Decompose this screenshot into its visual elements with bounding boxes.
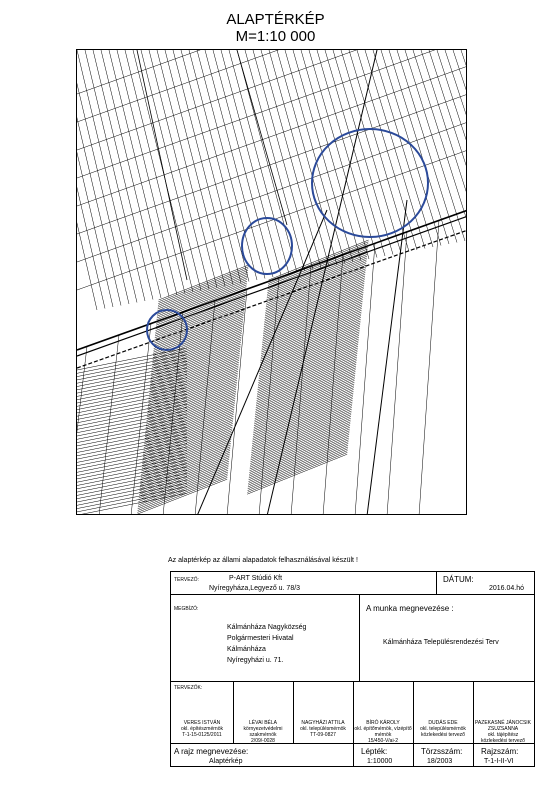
title-block <box>170 571 535 767</box>
designer-role: környezetvédelmi szakmérnök <box>243 726 283 738</box>
parcel-line <box>77 398 187 420</box>
parcel-line <box>77 348 187 370</box>
firm-name: P-ART Stúdió Kft <box>229 575 283 582</box>
designer-name: LÉVAI BÉLA <box>249 720 277 726</box>
railway <box>77 230 467 368</box>
parcel-line <box>77 404 187 426</box>
parcel-line <box>77 368 187 390</box>
parcel-line <box>141 50 201 291</box>
designer-name: VERES ISTVÁN <box>183 720 221 726</box>
designer-role: okl. településmérnök <box>300 726 346 732</box>
scale-value: 1:10000 <box>367 758 393 765</box>
map-scale-title: M=1:10 000 <box>235 28 316 45</box>
parcel-line <box>77 50 97 310</box>
parcel-line <box>387 231 407 515</box>
register-number: 18/2003 <box>427 758 453 765</box>
work-name: Kálmánháza Településrendezési Terv <box>383 639 499 646</box>
designer-id: 15/450-V/ai-2 <box>367 738 399 744</box>
designer-role: okl. tájépítész közlekedési tervező <box>481 732 525 744</box>
client-line-3: Kálmánháza <box>227 646 266 653</box>
parcel-line <box>77 150 467 290</box>
register-number-label: Törzsszám: <box>421 747 463 756</box>
map-source-note: Az alaptérkép az állami alapadatok felhasználásával készült ! <box>168 557 358 564</box>
designer-name: BÍRÓ KÁROLY <box>366 720 400 726</box>
date-value: 2016.04.hó <box>489 585 525 592</box>
parcel-line <box>277 50 337 265</box>
highlight-circle <box>312 129 428 237</box>
parcel-line <box>165 50 225 286</box>
highlight-circle <box>242 218 292 274</box>
parcel-lines <box>77 50 467 515</box>
parcel-line <box>221 50 281 276</box>
designer-id: T-1-15-0125/2011 <box>182 732 222 738</box>
parcel-line <box>93 50 153 300</box>
designer-entry <box>294 720 352 738</box>
parcel-line <box>101 50 161 298</box>
parcel-line <box>269 50 329 267</box>
parcel-line <box>437 50 467 235</box>
side-road <box>367 200 407 515</box>
parcel-line <box>77 50 137 303</box>
scale-label: Lépték: <box>361 747 388 756</box>
parcel-line <box>77 401 187 423</box>
parcel-line <box>77 50 129 304</box>
designer-role: okl. építészmérnök <box>181 726 223 732</box>
parcel-line <box>77 454 187 476</box>
parcel-line <box>445 50 467 234</box>
client-line-4: Nyíregyházi u. 71. <box>227 657 284 664</box>
side-road <box>137 50 187 280</box>
client-label: MEGBÍZÓ: <box>174 606 199 612</box>
parcel-line <box>77 365 187 387</box>
parcel-line <box>77 417 187 439</box>
designers-label: TERVEZŐK: <box>174 685 203 691</box>
designer-entry <box>354 720 412 744</box>
designer-name: DUDÁS EDE <box>428 720 458 726</box>
parcel-line <box>157 50 217 288</box>
date-label: DÁTUM: <box>443 575 474 584</box>
drawing-number-label: Rajzszám: <box>481 747 519 756</box>
parcel-line <box>181 50 241 283</box>
parcel-line <box>77 470 187 492</box>
main-road <box>77 216 467 356</box>
parcel-line <box>77 94 467 234</box>
parcel-line <box>245 50 305 271</box>
firm-address: Nyíregyháza,Legyező u. 78/3 <box>209 585 301 592</box>
designer-name: PAZEKASNÉ JÁNOCSIK ZSUZSANNA <box>474 720 532 732</box>
client-line-2: Polgármesteri Hivatal <box>227 635 294 642</box>
parcel-line <box>285 50 345 264</box>
drawing-label: A rajz megnevezése: <box>174 747 249 756</box>
parcel-line <box>77 384 187 406</box>
parcel-line <box>77 440 187 462</box>
map-drawing <box>77 50 467 515</box>
designer-role: okl. településmérnök közlekedési tervező <box>420 726 466 738</box>
parcel-line <box>197 50 257 280</box>
parcel-line <box>453 50 467 232</box>
parcel-line <box>229 50 289 274</box>
parcel-line <box>131 323 151 515</box>
parcel-line <box>109 50 169 297</box>
parcel-line <box>205 50 265 279</box>
parcel-line <box>77 477 187 499</box>
parcel-line <box>419 220 439 515</box>
parcel-line <box>77 473 187 495</box>
designer-label: TERVEZŐ: <box>174 577 199 583</box>
parcel-line <box>421 50 467 238</box>
drawing-name: Alaptérkép <box>209 758 243 765</box>
parcel-line <box>253 50 313 270</box>
parcel-line <box>117 50 177 295</box>
designer-role: okl. építőmérnök, vízépítő mérnök <box>354 726 412 738</box>
parcel-line <box>77 457 187 479</box>
work-label: A munka megnevezése : <box>366 604 454 613</box>
drawing-number: T-1-I-II-VI <box>484 758 514 765</box>
designer-entry <box>173 720 231 738</box>
client-line-1: Kálmánháza Nagyközség <box>227 624 307 631</box>
parcel-line <box>413 50 467 240</box>
designer-name: NAGYHÁZI ATTILA <box>301 720 345 726</box>
parcel-line <box>237 50 297 273</box>
designer-id: 2/09/-0028 <box>251 738 275 744</box>
base-map <box>76 49 467 515</box>
designer-id: TT-09-0827 <box>310 732 336 738</box>
designer-entry <box>474 720 532 744</box>
parcel-line <box>173 50 233 285</box>
map-title: ALAPTÉRKÉP <box>226 11 325 28</box>
designer-entry <box>234 720 292 744</box>
parcel-line <box>77 50 467 150</box>
designer-entry <box>414 720 472 738</box>
